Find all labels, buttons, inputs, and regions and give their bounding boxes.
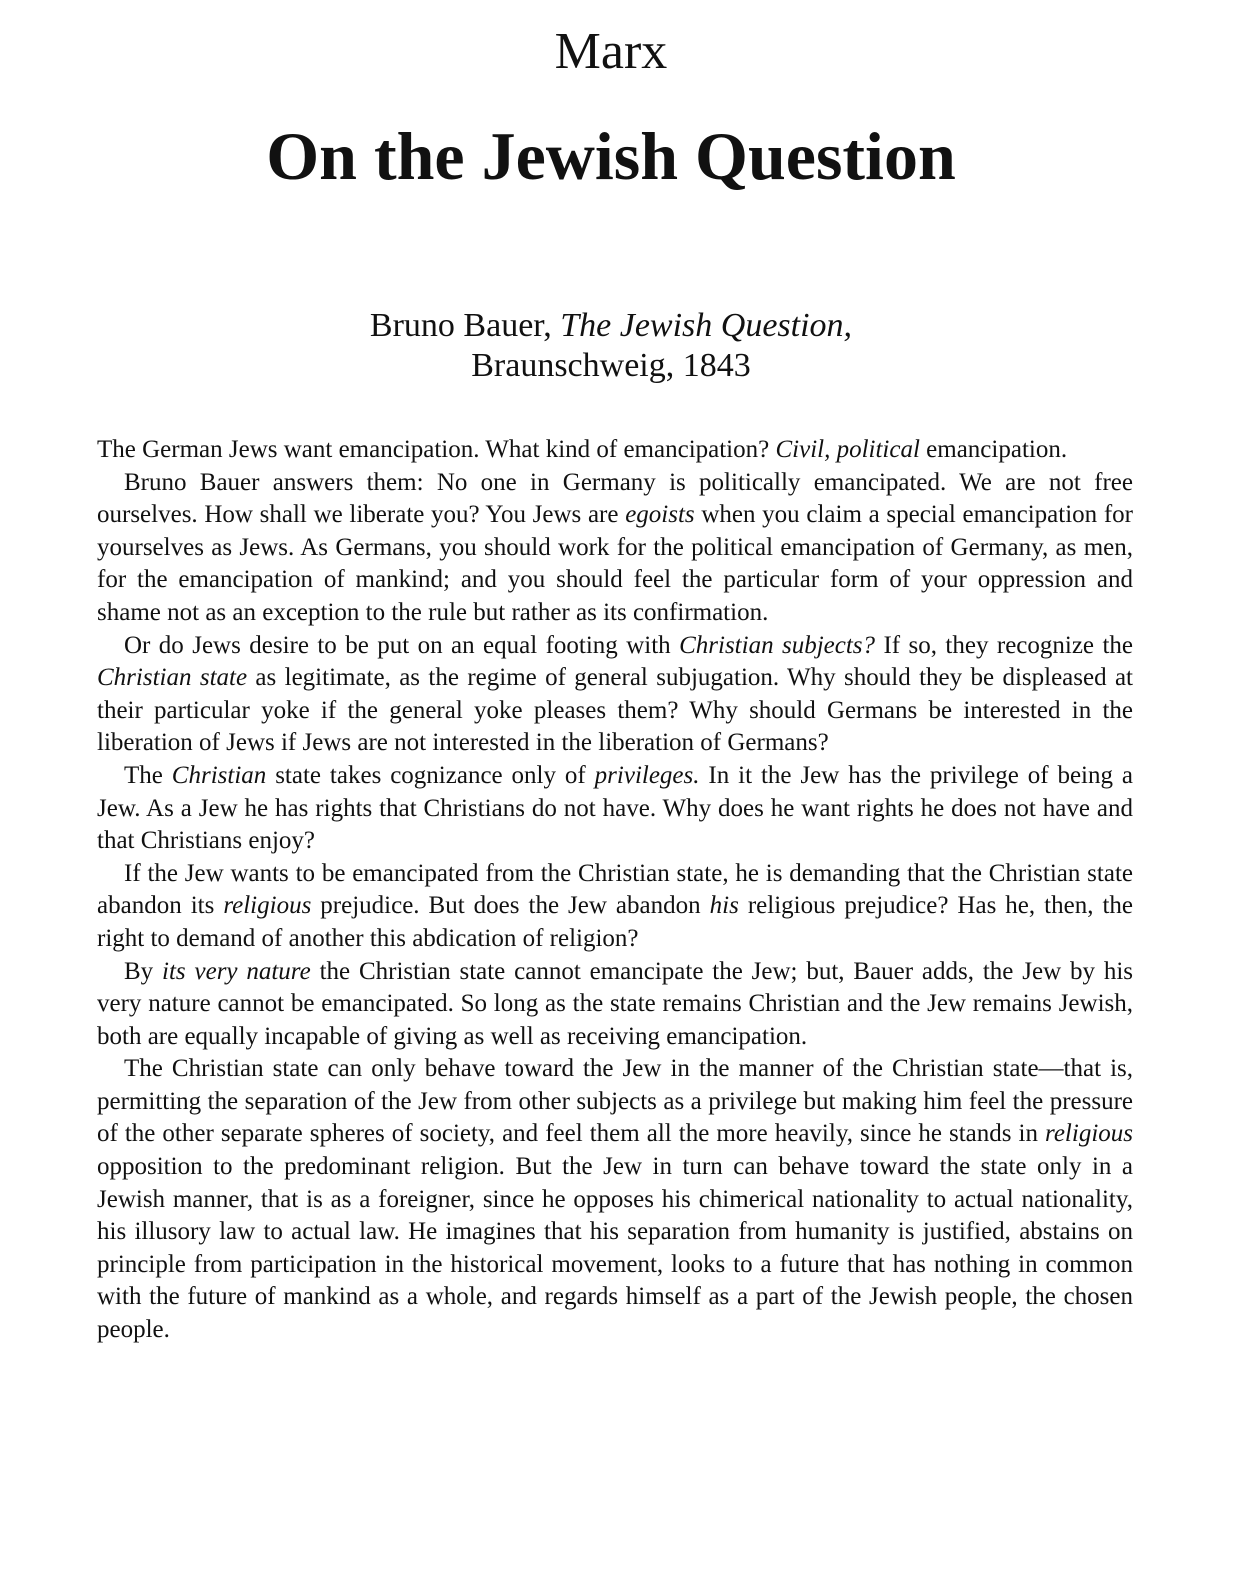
text-run: emancipation. <box>919 436 1068 463</box>
source-citation <box>0 306 1222 386</box>
text-run: If so, they recognize the <box>875 631 1133 659</box>
text-run: when you claim a special emancipation for yourselves as Jews. As Germans, you should work for the political emancipation of Germany, as men, for the emancipation of mankind; and you should feel the particular form of your oppression and shame not as an exception to the rule but rather as its confirmation. <box>97 501 1133 626</box>
italic-run: Civil, political <box>775 436 920 463</box>
text-run: If the Jew wants to be emancipated from the Christian state, he is demanding that the Christian state abandon its <box>97 859 1133 920</box>
text-run: religious prejudice? Has he, then, the right to demand of another this abdication of religion? <box>97 892 1133 952</box>
italic-run: Christian <box>171 761 267 789</box>
italic-run: Christian state <box>97 664 248 692</box>
text-run: The <box>124 761 172 789</box>
source-author: Bruno Bauer, <box>369 307 561 344</box>
text-run: The Christian state can only behave toward the Jew in the manner of the Christian state—that is, permitting the separation of the Jew from other subjects as a privilege but making him feel the pressure of the other separate spheres of society, and feel them all the more heavily, since he stands in <box>97 1055 1133 1148</box>
paragraph <box>97 467 1133 630</box>
text-run: The German Jews want emancipation. What kind of emancipation? <box>97 436 776 463</box>
italic-run: egoists <box>625 501 695 529</box>
source-line-1 <box>0 306 1222 346</box>
paragraph <box>97 760 1133 858</box>
italic-run: religious <box>1045 1120 1133 1148</box>
author-heading: Marx <box>554 23 668 80</box>
italic-run: religious <box>223 892 312 920</box>
paragraph <box>97 956 1133 1054</box>
paragraph <box>97 858 1133 956</box>
text-run: Bruno Bauer answers them: No one in Germany is politically emancipated. We are not free ourselves. How shall we liberate you? You Jews are <box>97 468 1133 529</box>
paragraph <box>97 434 1133 467</box>
text-run: opposition to the predominant religion. But the Jew in turn can behave toward the state only in a Jewish manner, that is as a foreigner, since he opposes his chimerical nationality to actual nationality, his illusory law to actual law. He imagines that his separation from humanity is justified, abstains on principle from participation in the historical movement, looks to a future that has nothing in common with the future of mankind as a whole, and regards himself as a part of the Jewish people, the chosen people. <box>97 1153 1133 1344</box>
paragraph <box>97 1053 1133 1346</box>
text-run: Or do Jews desire to be put on an equal footing with <box>124 631 680 659</box>
page-title: On the Jewish Question <box>266 118 956 194</box>
text-run: the Christian state cannot emancipate the Jew; but, Bauer adds, the Jew by his very nature cannot be emancipated. So long as the state remains Christian and the Jew remains Jewish, both are equally incapable of giving as well as receiving emancipation. <box>97 957 1133 1050</box>
text-run: In it the Jew has the privilege of being a Jew. As a Jew he has rights that Christians do not have. Why does he want rights he does not have and that Christians enjoy? <box>97 761 1134 855</box>
source-place-year: Braunschweig, 1843 <box>471 347 751 384</box>
italic-run: its very nature <box>162 957 311 985</box>
text-run: as legitimate, as the regime of general subjugation. Why should they be displeased at their particular yoke if the general yoke pleases them? Why should Germans be interested in the liberation of Jews if Jews are not interested in the liberation of Germans? <box>97 664 1134 757</box>
text-run: state takes cognizance only of <box>266 761 595 789</box>
italic-run: privileges. <box>594 761 700 789</box>
italic-run: Christian subjects? <box>679 631 876 659</box>
italic-run: his <box>709 892 739 920</box>
paragraph <box>97 630 1133 760</box>
body-text <box>97 434 1133 1347</box>
source-work-title: The Jewish Question, <box>560 307 853 344</box>
text-run: By <box>124 957 163 985</box>
text-run: prejudice. But does the Jew abandon <box>311 892 710 920</box>
